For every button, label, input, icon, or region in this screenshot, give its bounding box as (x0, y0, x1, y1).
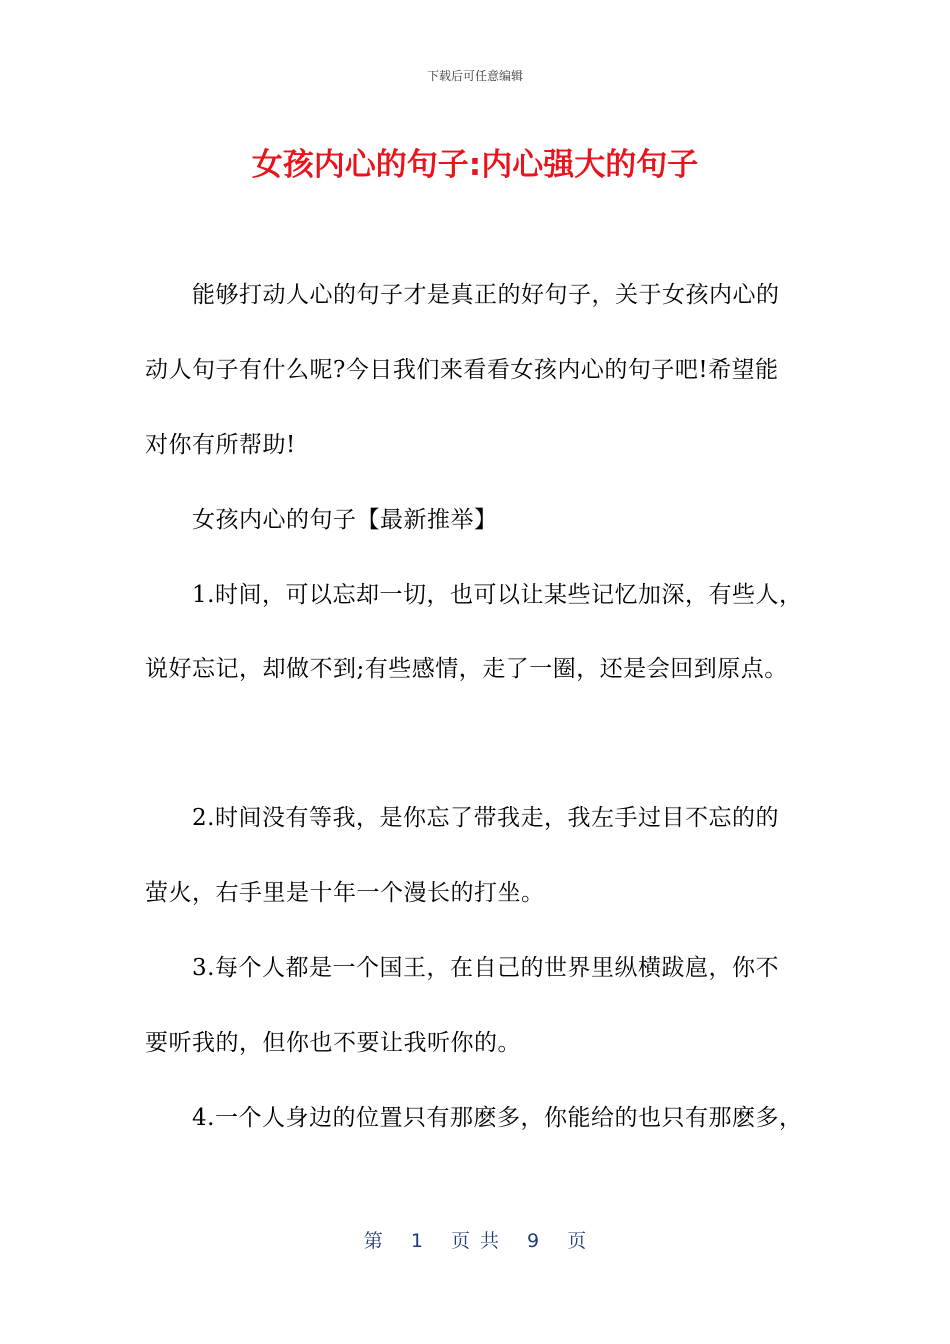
header-note: 下载后可任意编辑 (426, 69, 523, 83)
paragraph-line: 1.时间，可以忘却一切，也可以让某些记忆加深，有些人， (192, 582, 803, 608)
paragraph-line: 要听我的，但你也不要让我听你的。 (145, 1030, 521, 1056)
paragraph-line: 3.每个人都是一个国王，在自己的世界里纵横跋扈，你不 (192, 955, 779, 981)
paragraph-line: 能够打动人心的句子才是真正的好句子，关于女孩内心的 (192, 282, 780, 308)
paragraph-line: 动人句子有什么呢?今日我们来看看女孩内心的句子吧!希望能 (145, 357, 779, 383)
paragraph-line: 对你有所帮助! (145, 432, 296, 458)
paragraph-line: 说好忘记，却做不到;有些感情，走了一圈，还是会回到原点。 (145, 656, 788, 682)
footer-mid: 页共 (450, 1230, 509, 1252)
footer-suffix: 页 (567, 1230, 587, 1252)
section-heading: 女孩内心的句子【最新推举】 (192, 507, 498, 533)
document-title: 女孩内心的句子:内心强大的句子 (251, 147, 699, 183)
paragraph-line: 4.一个人身边的位置只有那麽多，你能给的也只有那麽多， (192, 1105, 803, 1131)
paragraph-line: 萤火，右手里是十年一个漫长的打坐。 (145, 880, 545, 906)
paragraph-line: 2.时间没有等我，是你忘了带我走，我左手过目不忘的的 (192, 805, 779, 831)
total-pages-number: 9 (527, 1230, 540, 1252)
current-page-number: 1 (410, 1230, 423, 1252)
footer-prefix: 第 (363, 1230, 383, 1252)
page-footer (0, 1226, 950, 1253)
